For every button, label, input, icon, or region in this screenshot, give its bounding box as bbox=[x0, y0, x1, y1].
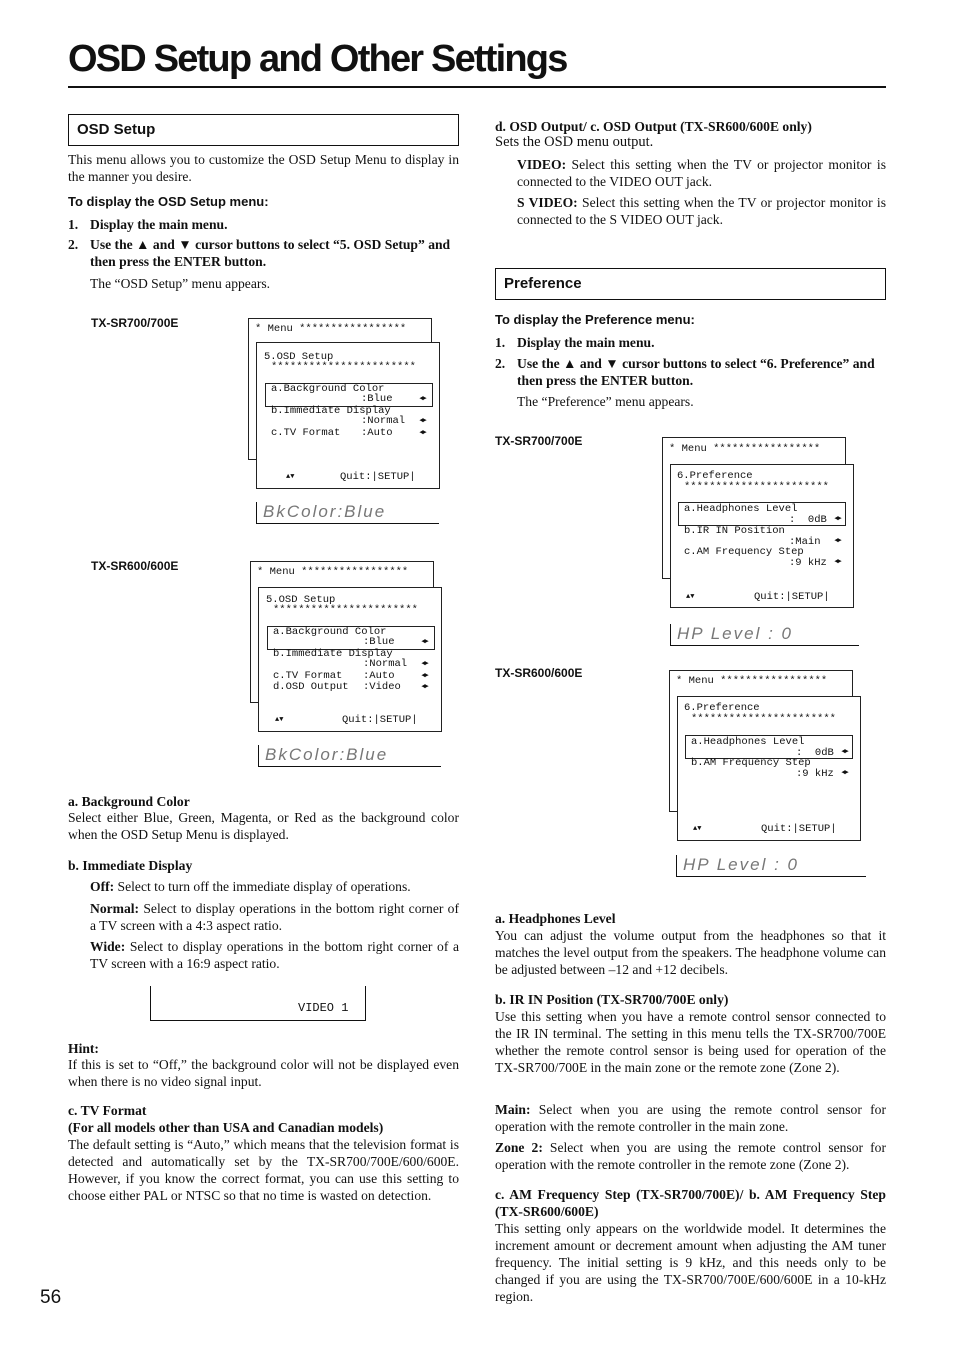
osd-item-value: : 0dB bbox=[796, 747, 834, 759]
osd-item-value: :Normal bbox=[361, 415, 406, 427]
step-text: Display the main menu. bbox=[517, 335, 655, 350]
bg-color-heading: a. Background Color bbox=[68, 794, 190, 809]
pref-step-2 bbox=[495, 355, 886, 389]
osd-item-label: a.Background Color bbox=[273, 626, 387, 638]
tv-format-text: The default setting is “Auto,” which means that the television format is detected and automatically set by the TX-SR700/700E/600/600E. However, if you know the correct format, you can use this setting to choose either PAL or NTSC so that no time is wasted on detection. bbox=[68, 1137, 459, 1203]
step-number: 2. bbox=[495, 356, 506, 371]
headphones-heading: a. Headphones Level bbox=[495, 911, 616, 926]
option-label: Main: bbox=[495, 1102, 531, 1117]
step-number: 2. bbox=[68, 237, 79, 252]
headphones-text: You can adjust the volume output from the headphones so that it matches the level output from the speakers. The headphone volume can be adjusted between –12 and +12 decibels. bbox=[495, 928, 886, 977]
option-label: VIDEO: bbox=[517, 157, 567, 172]
up-down-icon: ▲▼ bbox=[686, 593, 695, 601]
immediate-normal bbox=[90, 900, 459, 934]
osd-step-2 bbox=[68, 236, 459, 270]
osd-item-value: :Main bbox=[789, 536, 821, 548]
osd-quit-hint: Quit:|SETUP| bbox=[342, 714, 418, 726]
osd-item-value: :Auto bbox=[361, 427, 393, 439]
pref-lcd-display-sr700: HP Level : 0 bbox=[670, 624, 859, 646]
osd-screen-sr700 bbox=[248, 318, 440, 490]
step-text: Use the ▲ and ▼ cursor buttons to select “6. Preference” and then press the ENTER button. bbox=[517, 356, 875, 388]
up-down-icon: ▲▼ bbox=[275, 716, 284, 724]
tv-format-heading: c. TV Format bbox=[68, 1103, 147, 1118]
osd-item-value: : 0dB bbox=[789, 514, 827, 526]
osd-item-label: b.Immediate Display bbox=[271, 405, 391, 417]
osd-menu-line: * Menu ***************** bbox=[257, 566, 409, 578]
left-right-icon: ◀▶ bbox=[419, 395, 426, 403]
option-label: Off: bbox=[90, 879, 115, 894]
osd-output-svideo bbox=[517, 194, 886, 228]
osd-item-value: :Normal bbox=[363, 658, 408, 670]
ir-in-text: Use this setting when you have a remote control sensor connected to the IR IN terminal. The setting in this menu tells the TX-SR700/700E whether the remote control sensor is being used for operation of the TX-SR700/700E in the main zone or the remote zone (Zone 2). bbox=[495, 1009, 886, 1075]
pref-screen-sr700 bbox=[662, 437, 854, 609]
osd-menu-line: * Menu ***************** bbox=[669, 443, 821, 455]
osd-menu-line: * Menu ***************** bbox=[255, 323, 407, 335]
option-label: S VIDEO: bbox=[517, 195, 578, 210]
immediate-wide bbox=[90, 938, 459, 972]
osd-item-value: :Blue bbox=[361, 393, 393, 405]
page-title: OSD Setup and Other Settings bbox=[68, 38, 567, 80]
ir-in-heading: b. IR IN Position (TX-SR700/700E only) bbox=[495, 992, 729, 1007]
pref-screen-sr600 bbox=[669, 670, 861, 842]
left-right-icon: ◀▶ bbox=[421, 672, 428, 680]
pref-step-1 bbox=[495, 334, 886, 351]
immediate-heading: b. Immediate Display bbox=[68, 858, 193, 873]
option-text: Select to display operations in the bottom right corner of a TV screen with a 16:9 aspect ratio. bbox=[90, 939, 459, 971]
left-right-icon: ◀▶ bbox=[841, 769, 848, 777]
section-heading-preference bbox=[495, 268, 886, 300]
option-text: Select when you are using the remote control sensor for operation with the remote controller in the main zone. bbox=[495, 1102, 886, 1134]
osd-output-intro: Sets the OSD menu output. bbox=[495, 134, 654, 150]
osd-menu-title: 5.OSD Setup bbox=[264, 351, 334, 363]
option-label: Wide: bbox=[90, 939, 126, 954]
osd-quit-hint: Quit:|SETUP| bbox=[340, 471, 416, 483]
osd-output-heading: d. OSD Output/ c. OSD Output (TX-SR600/600E only) bbox=[495, 119, 812, 134]
osd-menu-appears: The “OSD Setup” menu appears. bbox=[90, 276, 271, 291]
option-text: Select to turn off the immediate display of operations. bbox=[114, 879, 411, 894]
am-step-text: This setting only appears on the worldwide model. It determines the increment amount or decrement amount when adjusting the AM tuner frequency. The initial setting is 9 kHz, and this needs only to be changed if you are using the TX-SR700/700E/600/600E in a 10-kHz region. bbox=[495, 1221, 886, 1304]
page-number: 56 bbox=[40, 1287, 62, 1308]
osd-menu-title: 6.Preference bbox=[677, 470, 753, 482]
osd-item-label: b.Immediate Display bbox=[273, 648, 393, 660]
osd-setup-heading: OSD Setup bbox=[77, 121, 156, 138]
immediate-display-sample bbox=[150, 986, 366, 1021]
bg-color-text: Select either Blue, Green, Magenta, or Red as the background color when the OSD Setup Menu is displayed. bbox=[68, 810, 459, 842]
option-label: Zone 2: bbox=[495, 1140, 543, 1155]
step-text: Use the ▲ and ▼ cursor buttons to select “5. OSD Setup” and then press the ENTER button. bbox=[90, 237, 451, 269]
osd-display-heading: To display the OSD Setup menu: bbox=[68, 194, 269, 209]
option-text: Select when you are using the remote control sensor for operation with the remote controller in the remote zone (Zone 2). bbox=[495, 1140, 886, 1172]
left-right-icon: ◀▶ bbox=[419, 429, 426, 437]
osd-screen-sr600 bbox=[250, 561, 442, 733]
option-text: Select to display operations in the bottom right corner of a TV screen with a 4:3 aspect ratio. bbox=[90, 901, 459, 933]
lcd-display-sr700: BkColor:Blue bbox=[256, 502, 439, 524]
immediate-off bbox=[90, 878, 459, 895]
model-label-sr600: TX-SR600/600E bbox=[91, 559, 179, 573]
ir-in-zone2 bbox=[495, 1139, 886, 1173]
option-text: Select this setting when the TV or projector monitor is connected to the VIDEO OUT jack. bbox=[517, 157, 886, 189]
osd-output-video bbox=[517, 156, 886, 190]
left-right-icon: ◀▶ bbox=[421, 660, 428, 668]
left-right-icon: ◀▶ bbox=[834, 537, 841, 545]
osd-quit-hint: Quit:|SETUP| bbox=[761, 823, 837, 835]
left-right-icon: ◀▶ bbox=[419, 417, 426, 425]
osd-step-1 bbox=[68, 216, 459, 233]
osd-setup-intro: This menu allows you to customize the OSD Setup Menu to display in the manner you desire. bbox=[68, 152, 459, 184]
left-right-icon: ◀▶ bbox=[841, 748, 848, 756]
left-right-icon: ◀▶ bbox=[421, 638, 428, 646]
am-step-heading: c. AM Frequency Step (TX-SR700/700E)/ b. AM Frequency Step (TX-SR600/600E) bbox=[495, 1187, 886, 1219]
title-rule bbox=[68, 86, 886, 88]
ir-in-main bbox=[495, 1101, 886, 1135]
osd-item-value: :Video bbox=[363, 681, 401, 693]
tv-format-subheading: (For all models other than USA and Canadian models) bbox=[68, 1120, 384, 1135]
osd-menu-title: 5.OSD Setup bbox=[266, 594, 336, 606]
left-right-icon: ◀▶ bbox=[834, 515, 841, 523]
up-down-icon: ▲▼ bbox=[286, 473, 295, 481]
lcd-display-sr600: BkColor:Blue bbox=[258, 745, 441, 767]
osd-quit-hint: Quit:|SETUP| bbox=[754, 591, 830, 603]
up-down-icon: ▲▼ bbox=[693, 825, 702, 833]
osd-item-label: d.OSD Output bbox=[273, 681, 349, 693]
step-number: 1. bbox=[68, 217, 79, 232]
osd-menu-title: 6.Preference bbox=[684, 702, 760, 714]
osd-menu-stars: *********************** bbox=[691, 713, 836, 725]
section-heading-osd-setup bbox=[68, 114, 459, 146]
osd-item-value: :9 kHz bbox=[789, 557, 827, 569]
step-number: 1. bbox=[495, 335, 506, 350]
osd-item-label: b.IR IN Position bbox=[684, 525, 785, 537]
osd-menu-stars: *********************** bbox=[684, 481, 829, 493]
osd-item-value: :9 kHz bbox=[796, 768, 834, 780]
pref-model-label-sr700: TX-SR700/700E bbox=[495, 434, 583, 448]
osd-item-label: c.TV Format bbox=[271, 427, 341, 439]
pref-model-label-sr600: TX-SR600/600E bbox=[495, 666, 583, 680]
osd-menu-stars: *********************** bbox=[271, 361, 416, 373]
option-text: Select this setting when the TV or projector monitor is connected to the S VIDEO OUT jack. bbox=[517, 195, 886, 227]
preference-display-heading: To display the Preference menu: bbox=[495, 312, 695, 327]
osd-item-label: a.Background Color bbox=[271, 383, 385, 395]
osd-menu-line: * Menu ***************** bbox=[676, 675, 828, 687]
model-label-sr700: TX-SR700/700E bbox=[91, 316, 179, 330]
pref-menu-appears: The “Preference” menu appears. bbox=[517, 394, 694, 409]
sample-text: VIDEO 1 bbox=[298, 1001, 349, 1015]
osd-item-value: :Blue bbox=[363, 636, 395, 648]
osd-item-value: :Auto bbox=[363, 670, 395, 682]
osd-item-label: c.TV Format bbox=[273, 670, 343, 682]
osd-menu-stars: *********************** bbox=[273, 604, 418, 616]
osd-item-label: a.Headphones Level bbox=[691, 736, 805, 748]
left-right-icon: ◀▶ bbox=[421, 683, 428, 691]
osd-item-label: b.AM Frequency Step bbox=[691, 757, 811, 769]
step-text: Display the main menu. bbox=[90, 217, 228, 232]
hint-heading: Hint: bbox=[68, 1041, 99, 1056]
hint-text: If this is set to “Off,” the background color will not be displayed even when there is no video signal input. bbox=[68, 1057, 459, 1089]
preference-heading: Preference bbox=[504, 275, 582, 292]
option-label: Normal: bbox=[90, 901, 140, 916]
osd-item-label: c.AM Frequency Step bbox=[684, 546, 804, 558]
osd-item-label: a.Headphones Level bbox=[684, 503, 798, 515]
left-right-icon: ◀▶ bbox=[834, 558, 841, 566]
pref-lcd-display-sr600: HP Level : 0 bbox=[676, 855, 866, 877]
